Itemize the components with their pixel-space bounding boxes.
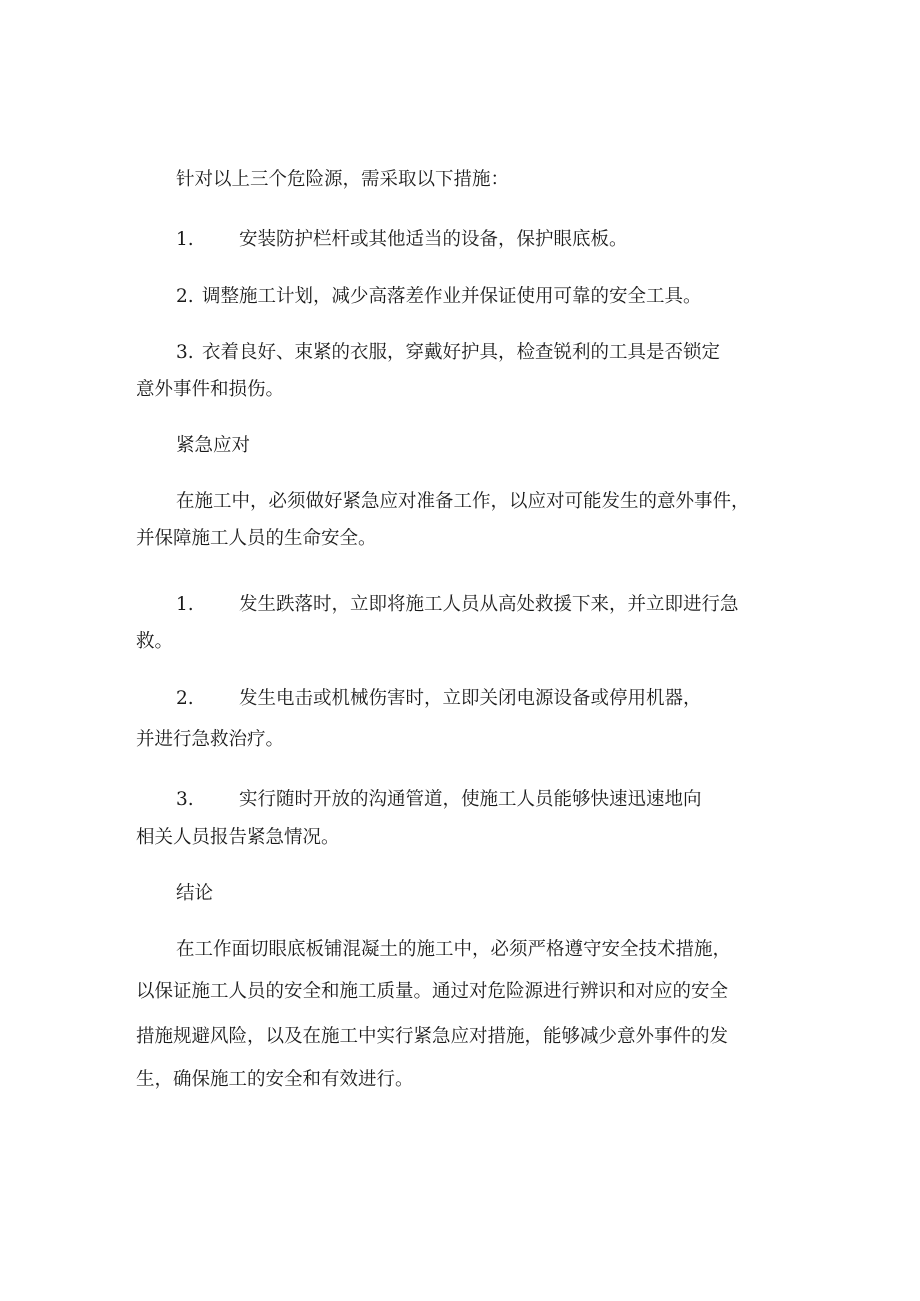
measure-item-2 [176, 285, 702, 309]
emergency-item-number: 1. [176, 594, 194, 615]
emergency-intro-line-2: 并保障施工人员的生命安全。 [136, 528, 377, 549]
emergency-item-number: 2. [176, 688, 194, 709]
measure-item-text: 调整施工计划，减少高落差作业并保证使用可靠的安全工具。 [202, 286, 702, 307]
emergency-item-number: 3. [176, 789, 194, 810]
conclusion-line-4: 生，确保施工的安全和有效进行。 [136, 1069, 414, 1090]
measure-item-1 [176, 228, 628, 252]
conclusion-line-3: 措施规避风险，以及在施工中实行紧急应对措施，能够减少意外事件的发 [136, 1026, 729, 1047]
measure-item-3-continuation: 意外事件和损伤。 [136, 379, 285, 400]
emergency-item-text: 发生跌落时，立即将施工人员从高处救援下来，并立即进行急 [239, 594, 739, 615]
emergency-item-3-continuation: 相关人员报告紧急情况。 [136, 827, 340, 848]
measure-item-number: 1. [176, 229, 194, 250]
measures-intro: 针对以上三个危险源，需采取以下措施： [176, 169, 510, 190]
emergency-item-1 [176, 593, 739, 617]
emergency-intro-line-1: 在施工中，必须做好紧急应对准备工作，以应对可能发生的意外事件， [176, 491, 750, 512]
emergency-item-3 [176, 788, 702, 812]
conclusion-heading: 结论 [176, 883, 214, 904]
emergency-item-1-continuation: 救。 [136, 631, 174, 652]
emergency-item-2 [176, 687, 702, 711]
measure-item-3 [176, 341, 720, 365]
emergency-item-text: 发生电击或机械伤害时，立即关闭电源设备或停用机器， [239, 688, 702, 709]
emergency-item-2-continuation: 并进行急救治疗。 [136, 729, 285, 750]
measure-item-number: 3. [176, 342, 194, 363]
measure-item-text: 衣着良好、束紧的衣服，穿戴好护具，检查锐利的工具是否锁定 [202, 342, 721, 363]
measure-item-number: 2. [176, 286, 194, 307]
measure-item-text: 安装防护栏杆或其他适当的设备，保护眼底板。 [239, 229, 628, 250]
emergency-heading: 紧急应对 [176, 435, 251, 456]
conclusion-line-1: 在工作面切眼底板铺混凝土的施工中，必须严格遵守安全技术措施， [176, 939, 732, 960]
emergency-item-text: 实行随时开放的沟通管道，使施工人员能够快速迅速地向 [239, 789, 702, 810]
conclusion-line-2: 以保证施工人员的安全和施工质量。通过对危险源进行辨识和对应的安全 [136, 981, 729, 1002]
